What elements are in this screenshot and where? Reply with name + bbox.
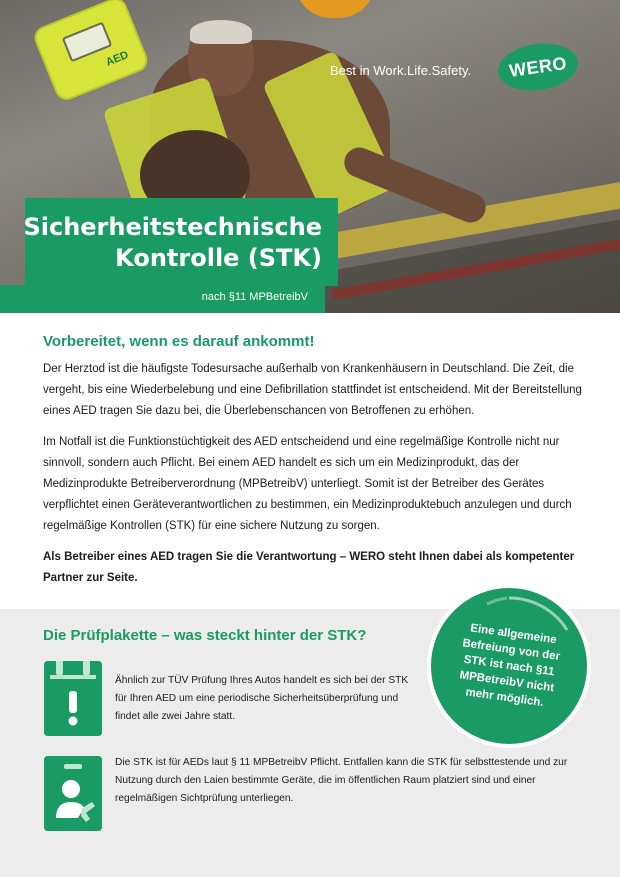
patient-hair — [190, 20, 252, 44]
page-title-line2: Kontrolle (STK) — [115, 244, 322, 272]
intro-paragraph-2: Im Notfall ist die Funktionstüchtigkeit des AED entscheidend und eine regelmäßige Kontrolle nicht nur sinnvoll, sondern auch Pflicht. Bei einem AED handelt es sich um ein Medizinprodukt, das der Medizinprodukte Betreiberverordnung (MPBetreibV) unterliegt. Somit ist der Betreiber des Gerätes verpflichtet einen Geräteverantwortlichen zu bestimmen, ein Medizinproduktebuch anzulegen und durch regelmäßige Kontrollen (STK) für eine sichere Nutzung zu sorgen. — [43, 436, 572, 532]
page-title-line1: Sicherheitstechnische — [23, 213, 322, 241]
title-box — [25, 198, 338, 286]
subtitle: nach §11 MPBetreibV — [201, 291, 308, 303]
technician-badge-icon — [44, 756, 102, 831]
aed-label: AED — [104, 48, 131, 69]
calendar-alert-icon — [44, 661, 102, 736]
subtitle-strip — [0, 285, 325, 313]
wero-logo: WERO — [495, 39, 581, 96]
intro-heading: Vorbereitet, wenn es darauf ankommt! — [43, 333, 315, 350]
tagline: Best in Work.Life.Safety. — [330, 63, 472, 78]
pruefplakette-heading: Die Prüfplakette – was steckt hinter der STK? — [43, 627, 367, 644]
intro-paragraph-3: Als Betreiber eines AED tragen Sie die Verantwortung – WERO steht Ihnen dabei als kompetenter Partner zur Seite. — [43, 551, 575, 584]
pruefplakette-item-2-text: Die STK ist für AEDs laut § 11 MPBetreibV Pflicht. Entfallen kann die STK für selbsttestende und zur Nutzung durch den Laien bestimmte Geräte, die im öffentlichen Raum platziert sind und einer regelmäßigen Sichtprüfung unterliegen. — [115, 757, 568, 804]
aed-device-icon — [31, 0, 151, 104]
intro-paragraph-1: Der Herztod ist die häufigste Todesursache außerhalb von Krankenhäusern in Deutschland. Die Zeit, die vergeht, bis eine Wiederbelebung und eine Defibrillation stattfindet ist entscheidend. Mit der Bereitstellung eines AED tragen Sie dazu bei, die Überlebenschancen von Betroffenen zu erhöhen. — [43, 363, 582, 417]
badge-text: Eine allgemeine Befreiung von der STK ist nach §11 MPBetreibV nicht mehr möglich. — [458, 622, 561, 710]
helmet — [295, 0, 375, 18]
pruefplakette-item-1-text: Ähnlich zur TÜV Prüfung Ihres Autos handelt es sich bei der STK für Ihren AED um eine periodische Sicherheitsüberprüfung und findet alle zwei Jahre statt. — [115, 675, 409, 722]
intro-section — [43, 333, 583, 599]
badge-text-wrap — [427, 584, 591, 748]
